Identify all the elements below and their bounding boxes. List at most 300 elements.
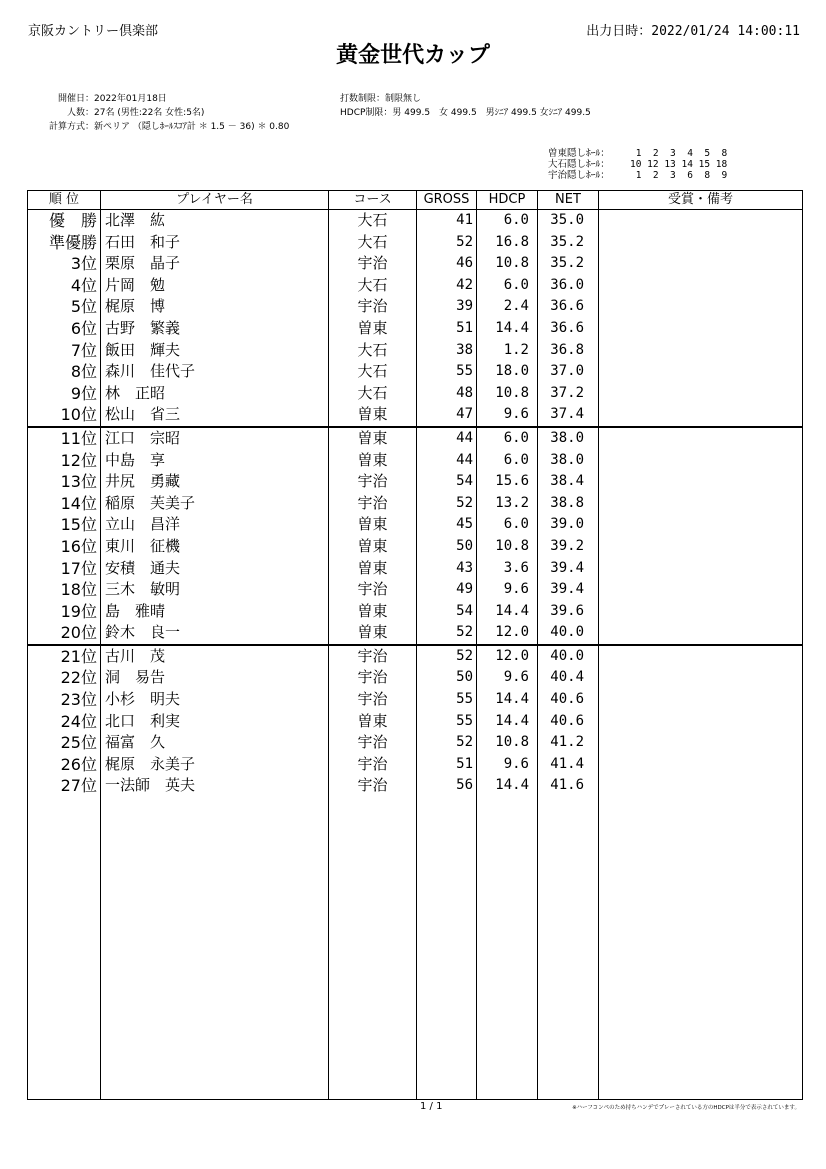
cell-net (538, 1078, 599, 1100)
table-row (28, 732, 803, 754)
cell-gross: 45 (417, 514, 477, 536)
cell-remarks (599, 840, 803, 862)
cell-gross (417, 970, 477, 992)
cell-net: 36.8 (538, 340, 599, 362)
cell-remarks (599, 471, 803, 493)
cell-name (101, 819, 329, 841)
table-row (28, 471, 803, 493)
cell-remarks (599, 711, 803, 733)
cell-name (101, 1013, 329, 1035)
table-row (28, 948, 803, 970)
cell-rank: 7位 (28, 340, 101, 362)
cell-remarks (599, 210, 803, 232)
cell-rank: 16位 (28, 536, 101, 558)
table-row (28, 232, 803, 254)
players-value: 27名 (男性:22名 女性:5名) (94, 108, 205, 118)
cell-remarks (599, 732, 803, 754)
cell-gross: 39 (417, 296, 477, 318)
cell-rank (28, 905, 101, 927)
cell-remarks (599, 905, 803, 927)
cell-gross: 52 (417, 645, 477, 668)
cell-net (538, 1013, 599, 1035)
cell-hdcp: 9.6 (477, 754, 538, 776)
hidden-hole-numbers: 10 12 13 14 15 18 (630, 159, 728, 170)
cell-course: 大石 (329, 383, 417, 405)
cell-name (101, 991, 329, 1013)
cell-course (329, 1056, 417, 1078)
cell-course: 宇治 (329, 579, 417, 601)
col-net: NET (538, 191, 599, 210)
cell-rank: 18位 (28, 579, 101, 601)
table-row (28, 340, 803, 362)
cell-net: 39.2 (538, 536, 599, 558)
cell-hdcp: 16.8 (477, 232, 538, 254)
cell-hdcp: 13.2 (477, 493, 538, 515)
cell-remarks (599, 493, 803, 515)
cell-net: 41.4 (538, 754, 599, 776)
hidden-hole-label: 曽東隠しﾎｰﾙ： (548, 148, 610, 159)
cell-course (329, 905, 417, 927)
cell-course: 宇治 (329, 471, 417, 493)
table-header-row (28, 191, 803, 210)
table-row (28, 883, 803, 905)
cell-course: 大石 (329, 275, 417, 297)
cell-net (538, 905, 599, 927)
cell-name: 松山 省三 (101, 404, 329, 427)
cell-gross (417, 840, 477, 862)
cell-net: 40.0 (538, 645, 599, 668)
cell-course: 宇治 (329, 775, 417, 797)
cell-course (329, 948, 417, 970)
cell-rank (28, 819, 101, 841)
hidden-hole-line (548, 170, 727, 181)
cell-gross: 41 (417, 210, 477, 232)
cell-course: 曽東 (329, 558, 417, 580)
col-course: コース (329, 191, 417, 210)
cell-remarks (599, 232, 803, 254)
cell-rank: 3位 (28, 253, 101, 275)
cell-hdcp (477, 991, 538, 1013)
output-datetime: 出力日時：2022/01/24 14:00:11 (586, 24, 800, 39)
cell-rank: 10位 (28, 404, 101, 427)
cell-remarks (599, 318, 803, 340)
cell-name: 古川 茂 (101, 645, 329, 668)
cell-remarks (599, 558, 803, 580)
cell-gross: 51 (417, 754, 477, 776)
cell-remarks (599, 275, 803, 297)
cell-course (329, 970, 417, 992)
table-row (28, 711, 803, 733)
cell-gross: 38 (417, 340, 477, 362)
cell-name: 林 正昭 (101, 383, 329, 405)
cell-hdcp (477, 1078, 538, 1100)
cell-rank: 準優勝 (28, 232, 101, 254)
footer-note: ※ハーフコンペのため持ちハンデでプレーされている方のHDCPは半分で表示されています。 (572, 1105, 800, 1111)
cell-hdcp: 10.8 (477, 383, 538, 405)
cell-remarks (599, 883, 803, 905)
cell-remarks (599, 1035, 803, 1057)
cell-course: 大石 (329, 210, 417, 232)
cell-remarks (599, 948, 803, 970)
cell-remarks (599, 970, 803, 992)
cell-rank: 24位 (28, 711, 101, 733)
calc-label: 計算方式： (48, 122, 94, 132)
cell-remarks (599, 991, 803, 1013)
cell-rank: 26位 (28, 754, 101, 776)
cell-gross: 56 (417, 775, 477, 797)
cell-name: 中島 享 (101, 450, 329, 472)
cell-net: 39.4 (538, 579, 599, 601)
cell-name: 森川 佳代子 (101, 361, 329, 383)
cell-net: 36.6 (538, 296, 599, 318)
table-row (28, 622, 803, 645)
cell-gross: 48 (417, 383, 477, 405)
cell-gross (417, 927, 477, 949)
cell-hdcp: 10.8 (477, 732, 538, 754)
cell-hdcp (477, 840, 538, 862)
cell-hdcp (477, 948, 538, 970)
cell-net (538, 883, 599, 905)
table-row (28, 253, 803, 275)
cell-gross: 54 (417, 471, 477, 493)
cell-hdcp: 12.0 (477, 645, 538, 668)
cell-net (538, 797, 599, 819)
cell-gross: 46 (417, 253, 477, 275)
cell-gross: 50 (417, 667, 477, 689)
hidden-hole-label: 宇治隠しﾎｰﾙ： (548, 170, 610, 181)
stroke-limit-value: 制限無し (385, 94, 422, 104)
col-rank: 順 位 (28, 191, 101, 210)
cell-rank: 9位 (28, 383, 101, 405)
cell-course: 曽東 (329, 711, 417, 733)
cell-rank: 20位 (28, 622, 101, 645)
cell-course (329, 840, 417, 862)
cell-name (101, 1056, 329, 1078)
table-row (28, 536, 803, 558)
cell-name: 東川 征機 (101, 536, 329, 558)
table-row (28, 905, 803, 927)
cell-hdcp: 6.0 (477, 275, 538, 297)
table-row (28, 754, 803, 776)
cell-hdcp (477, 927, 538, 949)
cell-net: 37.2 (538, 383, 599, 405)
cell-course: 宇治 (329, 296, 417, 318)
cell-gross (417, 819, 477, 841)
cell-name: 島 雅晴 (101, 601, 329, 623)
table-row (28, 296, 803, 318)
cell-remarks (599, 862, 803, 884)
cell-name (101, 948, 329, 970)
cell-name: 三木 敏明 (101, 579, 329, 601)
hidden-hole-line (548, 159, 727, 170)
cell-name: 井尻 勇藏 (101, 471, 329, 493)
cell-course: 曽東 (329, 536, 417, 558)
cell-rank: 15位 (28, 514, 101, 536)
cell-name (101, 927, 329, 949)
cell-hdcp: 15.6 (477, 471, 538, 493)
cell-rank: 13位 (28, 471, 101, 493)
cell-name (101, 905, 329, 927)
cell-net (538, 927, 599, 949)
table-row (28, 667, 803, 689)
page-title: 黄金世代カップ (336, 43, 490, 68)
col-remarks: 受賞・備考 (599, 191, 803, 210)
cell-remarks (599, 383, 803, 405)
cell-remarks (599, 253, 803, 275)
cell-remarks (599, 622, 803, 645)
cell-remarks (599, 514, 803, 536)
cell-rank: 8位 (28, 361, 101, 383)
cell-course (329, 927, 417, 949)
cell-hdcp (477, 819, 538, 841)
cell-remarks (599, 536, 803, 558)
table-row (28, 514, 803, 536)
cell-remarks (599, 797, 803, 819)
cell-gross: 55 (417, 689, 477, 711)
club-name: 京阪カントリー倶楽部 (28, 24, 159, 39)
cell-remarks (599, 1013, 803, 1035)
cell-gross: 55 (417, 361, 477, 383)
cell-gross (417, 948, 477, 970)
cell-net: 38.8 (538, 493, 599, 515)
table-row (28, 383, 803, 405)
cell-net: 39.4 (538, 558, 599, 580)
cell-hdcp: 6.0 (477, 450, 538, 472)
cell-course: 曽東 (329, 318, 417, 340)
cell-course: 大石 (329, 340, 417, 362)
table-row (28, 797, 803, 819)
cell-hdcp: 9.6 (477, 667, 538, 689)
cell-hdcp: 2.4 (477, 296, 538, 318)
cell-gross: 52 (417, 232, 477, 254)
cell-hdcp (477, 905, 538, 927)
cell-name (101, 883, 329, 905)
cell-net (538, 862, 599, 884)
table-row (28, 927, 803, 949)
cell-gross: 54 (417, 601, 477, 623)
cell-name: 立山 昌洋 (101, 514, 329, 536)
cell-course: 曽東 (329, 450, 417, 472)
calc-value: 新ペリア （隠しﾎｰﾙｽｺｱ計 ＊ 1.5 － 36) ＊ 0.80 (94, 122, 290, 132)
stroke-limit-label: 打数制限： (340, 94, 386, 104)
cell-rank (28, 862, 101, 884)
cell-name: 梶原 博 (101, 296, 329, 318)
cell-hdcp: 14.4 (477, 711, 538, 733)
col-gross: GROSS (417, 191, 477, 210)
cell-gross: 49 (417, 579, 477, 601)
cell-name (101, 840, 329, 862)
cell-remarks (599, 645, 803, 668)
cell-rank: 14位 (28, 493, 101, 515)
cell-course: 大石 (329, 232, 417, 254)
cell-net: 37.4 (538, 404, 599, 427)
cell-net: 36.0 (538, 275, 599, 297)
cell-rank: 11位 (28, 427, 101, 450)
cell-name: 石田 和子 (101, 232, 329, 254)
cell-name: 小杉 明夫 (101, 689, 329, 711)
cell-hdcp: 6.0 (477, 427, 538, 450)
cell-net (538, 819, 599, 841)
cell-net (538, 1035, 599, 1057)
cell-net (538, 1056, 599, 1078)
cell-gross (417, 1013, 477, 1035)
hidden-hole-line (548, 148, 727, 159)
table-row (28, 970, 803, 992)
cell-net: 39.6 (538, 601, 599, 623)
cell-hdcp: 1.2 (477, 340, 538, 362)
cell-course: 曽東 (329, 514, 417, 536)
cell-course: 宇治 (329, 689, 417, 711)
table-row (28, 450, 803, 472)
cell-gross (417, 797, 477, 819)
cell-course (329, 797, 417, 819)
cell-course: 曽東 (329, 404, 417, 427)
cell-rank (28, 1035, 101, 1057)
cell-net: 41.6 (538, 775, 599, 797)
cell-name: 安積 通夫 (101, 558, 329, 580)
cell-remarks (599, 361, 803, 383)
cell-rank (28, 883, 101, 905)
cell-rank (28, 840, 101, 862)
cell-rank: 19位 (28, 601, 101, 623)
table-row (28, 645, 803, 668)
cell-gross: 44 (417, 450, 477, 472)
cell-net: 40.6 (538, 711, 599, 733)
col-hdcp: HDCP (477, 191, 538, 210)
cell-rank: 6位 (28, 318, 101, 340)
cell-hdcp: 14.4 (477, 775, 538, 797)
cell-rank: 12位 (28, 450, 101, 472)
table-row (28, 318, 803, 340)
cell-hdcp (477, 797, 538, 819)
hidden-hole-label: 大石隠しﾎｰﾙ： (548, 159, 610, 170)
cell-name: 一法師 英夫 (101, 775, 329, 797)
cell-net: 35.0 (538, 210, 599, 232)
col-player: プレイヤー名 (101, 191, 329, 210)
cell-course: 宇治 (329, 667, 417, 689)
cell-name: 北口 利実 (101, 711, 329, 733)
table-row (28, 361, 803, 383)
limit-info (340, 92, 591, 120)
cell-course (329, 991, 417, 1013)
cell-rank (28, 927, 101, 949)
cell-remarks (599, 1078, 803, 1100)
cell-name (101, 862, 329, 884)
cell-course: 宇治 (329, 754, 417, 776)
cell-net: 41.2 (538, 732, 599, 754)
cell-remarks (599, 404, 803, 427)
cell-remarks (599, 579, 803, 601)
table-row (28, 1035, 803, 1057)
cell-rank: 21位 (28, 645, 101, 668)
hdcp-limit-label: HDCP制限： (340, 108, 393, 118)
table-row (28, 404, 803, 427)
cell-rank: 27位 (28, 775, 101, 797)
table-row (28, 1056, 803, 1078)
cell-net: 38.0 (538, 427, 599, 450)
cell-rank: 5位 (28, 296, 101, 318)
cell-remarks (599, 775, 803, 797)
cell-remarks (599, 1056, 803, 1078)
hidden-hole-numbers: 1 2 3 6 8 9 (630, 170, 728, 181)
cell-net (538, 970, 599, 992)
cell-net: 35.2 (538, 253, 599, 275)
cell-gross: 43 (417, 558, 477, 580)
cell-gross: 50 (417, 536, 477, 558)
cell-course (329, 883, 417, 905)
event-info (30, 92, 289, 134)
cell-course: 曽東 (329, 427, 417, 450)
cell-hdcp (477, 1013, 538, 1035)
cell-remarks (599, 450, 803, 472)
cell-rank (28, 1078, 101, 1100)
cell-gross: 52 (417, 622, 477, 645)
hdcp-limit-value: 男 499.5 女 499.5 男ｼﾆｱ 499.5 女ｼﾆｱ 499.5 (392, 108, 591, 118)
date-label: 開催日： (57, 94, 94, 104)
cell-remarks (599, 601, 803, 623)
cell-hdcp: 12.0 (477, 622, 538, 645)
cell-gross (417, 1078, 477, 1100)
cell-net: 38.0 (538, 450, 599, 472)
table-row (28, 689, 803, 711)
cell-course (329, 1035, 417, 1057)
cell-course: 宇治 (329, 645, 417, 668)
cell-gross (417, 905, 477, 927)
cell-name (101, 970, 329, 992)
players-label: 人数： (66, 108, 94, 118)
cell-hdcp: 14.4 (477, 318, 538, 340)
cell-name (101, 1078, 329, 1100)
hidden-holes (548, 148, 727, 181)
cell-name: 福富 久 (101, 732, 329, 754)
cell-hdcp (477, 1035, 538, 1057)
cell-hdcp (477, 883, 538, 905)
cell-hdcp (477, 862, 538, 884)
cell-gross (417, 1035, 477, 1057)
cell-rank: 22位 (28, 667, 101, 689)
cell-course: 宇治 (329, 732, 417, 754)
cell-gross: 42 (417, 275, 477, 297)
cell-remarks (599, 667, 803, 689)
table-row (28, 601, 803, 623)
cell-course: 曽東 (329, 601, 417, 623)
table-row (28, 840, 803, 862)
cell-name: 稲原 芙美子 (101, 493, 329, 515)
cell-gross: 52 (417, 732, 477, 754)
cell-course (329, 1013, 417, 1035)
cell-hdcp: 10.8 (477, 536, 538, 558)
table-row (28, 1078, 803, 1100)
cell-gross: 51 (417, 318, 477, 340)
table-row (28, 493, 803, 515)
cell-gross: 52 (417, 493, 477, 515)
cell-hdcp: 3.6 (477, 558, 538, 580)
cell-remarks (599, 927, 803, 949)
cell-gross: 55 (417, 711, 477, 733)
cell-rank: 25位 (28, 732, 101, 754)
cell-rank (28, 1013, 101, 1035)
cell-name: 片岡 勉 (101, 275, 329, 297)
cell-course (329, 1078, 417, 1100)
cell-hdcp: 10.8 (477, 253, 538, 275)
cell-net (538, 991, 599, 1013)
cell-course (329, 862, 417, 884)
cell-rank: 優 勝 (28, 210, 101, 232)
cell-hdcp: 14.4 (477, 601, 538, 623)
cell-name: 古野 繁義 (101, 318, 329, 340)
cell-rank (28, 1056, 101, 1078)
cell-remarks (599, 819, 803, 841)
